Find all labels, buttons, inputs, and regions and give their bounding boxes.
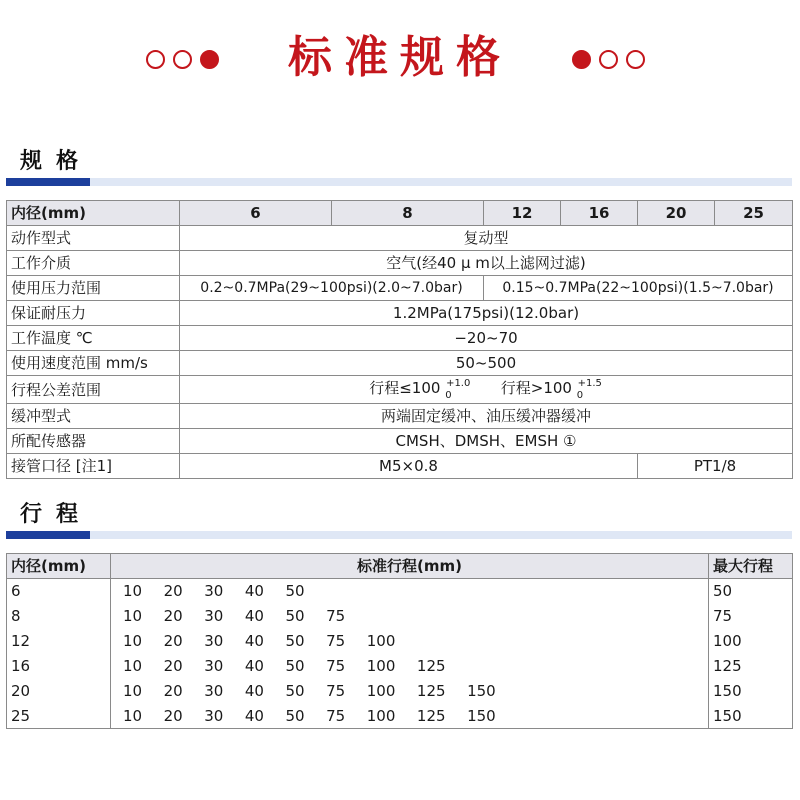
tolerance-a: 行程≤100 [369, 379, 441, 397]
tolerance-a-upper: +1.0 [446, 378, 471, 389]
stroke-standard: 10 20 30 40 50 75 100 125 [111, 654, 709, 679]
stroke-bore: 16 [7, 654, 111, 679]
row-label: 所配传感器 [7, 429, 180, 454]
row-label: 行程公差范围 [7, 376, 180, 404]
row-value: 50~500 [180, 351, 793, 376]
row-label: 保证耐压力 [7, 301, 180, 326]
bore-16: 16 [561, 201, 638, 226]
bore-header: 内径(mm) [7, 201, 180, 226]
bore-6: 6 [180, 201, 332, 226]
tolerance-b-upper: +1.5 [577, 378, 602, 389]
stroke-bore: 25 [7, 704, 111, 729]
table-row [7, 704, 793, 729]
row-label: 使用速度范围 mm/s [7, 351, 180, 376]
spec-row-pressure [7, 276, 793, 301]
row-value-large: 0.15~0.7MPa(22~100psi)(1.5~7.0bar) [484, 276, 793, 301]
row-label: 使用压力范围 [7, 276, 180, 301]
circle-icon [599, 50, 618, 69]
row-value: −20~70 [180, 326, 793, 351]
bore-20: 20 [638, 201, 715, 226]
row-label: 工作介质 [7, 251, 180, 276]
spec-table [6, 200, 793, 479]
stroke-max: 50 [709, 579, 793, 604]
table-row [7, 579, 793, 604]
bore-8: 8 [332, 201, 484, 226]
spec-row-sensor [7, 429, 793, 454]
spec-section-bar [6, 178, 792, 186]
stroke-bore: 12 [7, 629, 111, 654]
stroke-section-bar [6, 531, 792, 539]
row-label: 工作温度 ℃ [7, 326, 180, 351]
stroke-bore: 8 [7, 604, 111, 629]
decorative-dots-right [572, 50, 645, 70]
tolerance-b: 行程>100 [500, 379, 572, 397]
spec-row-tolerance [7, 376, 793, 404]
spec-row-cushion [7, 404, 793, 429]
spec-section-title: 规格 [20, 149, 93, 174]
spec-header-row [7, 201, 793, 226]
spec-row-medium [7, 251, 793, 276]
row-value-small: M5×0.8 [180, 454, 638, 479]
circle-icon [626, 50, 645, 69]
stroke-max: 150 [709, 704, 793, 729]
row-label: 缓冲型式 [7, 404, 180, 429]
stroke-header-row [7, 554, 793, 579]
row-value: 两端固定缓冲、油压缓冲器缓冲 [180, 404, 793, 429]
row-label: 接管口径 [注1] [7, 454, 180, 479]
table-row [7, 604, 793, 629]
stroke-standard-header: 标准行程(mm) [111, 554, 709, 579]
tolerance-a-range [445, 376, 471, 403]
tolerance-b-range [577, 376, 603, 403]
bore-12: 12 [484, 201, 561, 226]
stroke-standard: 10 20 30 40 50 75 100 [111, 629, 709, 654]
spec-row-proof [7, 301, 793, 326]
row-value: CMSH、DMSH、EMSH ① [180, 429, 793, 454]
row-value-large: PT1/8 [638, 454, 793, 479]
stroke-max: 75 [709, 604, 793, 629]
stroke-max: 100 [709, 629, 793, 654]
stroke-max-header: 最大行程 [709, 554, 793, 579]
table-row [7, 679, 793, 704]
stroke-bore: 20 [7, 679, 111, 704]
stroke-bore: 6 [7, 579, 111, 604]
spec-row-temp [7, 326, 793, 351]
spec-row-speed [7, 351, 793, 376]
row-value-small: 0.2~0.7MPa(29~100psi)(2.0~7.0bar) [180, 276, 484, 301]
row-value: 空气(经40 μ m以上滤网过滤) [180, 251, 793, 276]
row-value [180, 376, 793, 404]
stroke-standard: 10 20 30 40 50 75 100 125 150 [111, 679, 709, 704]
tolerance-b-lower: 0 [576, 390, 584, 401]
stroke-standard: 10 20 30 40 50 75 100 125 150 [111, 704, 709, 729]
filled-circle-icon [572, 50, 591, 69]
table-row [7, 654, 793, 679]
row-label: 动作型式 [7, 226, 180, 251]
stroke-max: 125 [709, 654, 793, 679]
stroke-section-title: 行程 [20, 502, 93, 527]
tolerance-a-lower: 0 [445, 390, 452, 401]
spec-row-action [7, 226, 793, 251]
table-row [7, 629, 793, 654]
bore-25: 25 [715, 201, 793, 226]
row-value: 1.2MPa(175psi)(12.0bar) [180, 301, 793, 326]
page-header [0, 28, 800, 90]
stroke-max: 150 [709, 679, 793, 704]
page-title: 标准规格 [288, 32, 512, 83]
stroke-bore-header: 内径(mm) [7, 554, 111, 579]
stroke-standard: 10 20 30 40 50 75 [111, 604, 709, 629]
spec-row-port [7, 454, 793, 479]
row-value: 复动型 [180, 226, 793, 251]
stroke-standard: 10 20 30 40 50 [111, 579, 709, 604]
stroke-table [6, 553, 793, 729]
